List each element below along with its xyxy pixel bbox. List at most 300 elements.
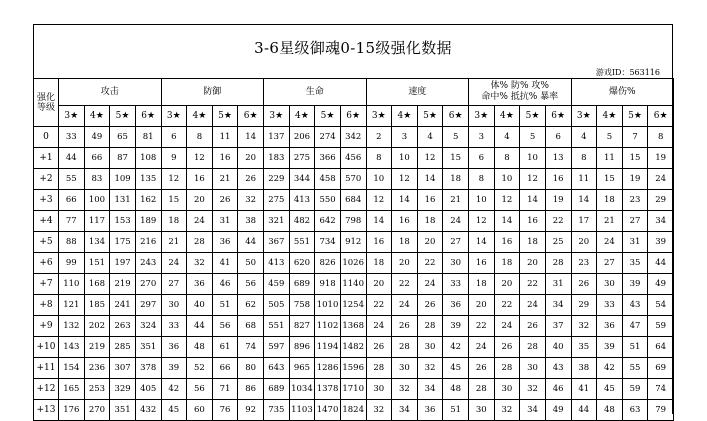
value-cell: 77 xyxy=(59,211,85,232)
value-cell: 32 xyxy=(392,379,418,400)
value-cell: 38 xyxy=(571,358,597,379)
value-cell: 63 xyxy=(622,400,648,421)
value-cell: 4 xyxy=(417,127,443,148)
value-cell: 20 xyxy=(469,295,495,316)
value-cell: 24 xyxy=(443,211,469,232)
value-cell: 30 xyxy=(520,358,546,379)
star-header-cell: 3★ xyxy=(59,106,85,127)
value-cell: 1482 xyxy=(340,337,366,358)
value-cell: 197 xyxy=(110,253,136,274)
value-cell: 26 xyxy=(571,274,597,295)
value-cell: 52 xyxy=(187,358,213,379)
value-cell: 86 xyxy=(238,379,264,400)
value-cell: 270 xyxy=(84,400,110,421)
sheet-title: 3-6星级御魂0-15级强化数据 xyxy=(254,39,452,57)
value-cell: 4 xyxy=(494,127,520,148)
value-cell: 1254 xyxy=(340,295,366,316)
value-cell: 5 xyxy=(443,127,469,148)
value-cell: 131 xyxy=(110,190,136,211)
value-cell: 74 xyxy=(238,337,264,358)
value-cell: 176 xyxy=(59,400,85,421)
value-cell: 11 xyxy=(571,169,597,190)
star-header-cell: 4★ xyxy=(597,106,623,127)
value-cell: 12 xyxy=(366,190,392,211)
value-cell: 42 xyxy=(161,379,187,400)
level-cell: +13 xyxy=(34,400,59,421)
value-cell: 735 xyxy=(264,400,290,421)
value-cell: 24 xyxy=(648,169,674,190)
value-cell: 24 xyxy=(417,274,443,295)
value-cell: 28 xyxy=(469,379,495,400)
value-cell: 14 xyxy=(238,127,264,148)
value-cell: 22 xyxy=(417,253,443,274)
value-cell: 229 xyxy=(264,169,290,190)
value-cell: 329 xyxy=(110,379,136,400)
level-cell: +2 xyxy=(34,169,59,190)
value-cell: 49 xyxy=(84,127,110,148)
value-cell: 620 xyxy=(289,253,315,274)
value-cell: 65 xyxy=(110,127,136,148)
value-cell: 18 xyxy=(392,232,418,253)
value-cell: 12 xyxy=(161,169,187,190)
value-cell: 14 xyxy=(494,211,520,232)
value-cell: 275 xyxy=(289,148,315,169)
value-cell: 168 xyxy=(84,274,110,295)
value-cell: 26 xyxy=(520,316,546,337)
value-cell: 18 xyxy=(469,274,495,295)
value-cell: 143 xyxy=(59,337,85,358)
value-cell: 344 xyxy=(289,169,315,190)
table-row xyxy=(34,190,674,211)
value-cell: 14 xyxy=(469,232,495,253)
value-cell: 43 xyxy=(545,358,571,379)
value-cell: 26 xyxy=(212,190,238,211)
value-cell: 20 xyxy=(187,190,213,211)
value-cell: 33 xyxy=(59,127,85,148)
value-cell: 26 xyxy=(392,316,418,337)
value-cell: 482 xyxy=(289,211,315,232)
value-cell: 253 xyxy=(84,379,110,400)
value-cell: 14 xyxy=(571,190,597,211)
group-header-attack: 攻击 xyxy=(59,79,162,106)
value-cell: 165 xyxy=(59,379,85,400)
value-cell: 46 xyxy=(545,379,571,400)
value-cell: 99 xyxy=(59,253,85,274)
value-cell: 297 xyxy=(135,295,161,316)
value-cell: 48 xyxy=(443,379,469,400)
star-header-row xyxy=(34,106,674,127)
value-cell: 14 xyxy=(520,190,546,211)
value-cell: 9 xyxy=(161,148,187,169)
percent-stats-line-2: 命中% 抵抗% 暴率 xyxy=(481,92,559,102)
game-id-label: 游戏ID：563116 xyxy=(595,68,660,77)
value-cell: 689 xyxy=(264,379,290,400)
value-cell: 61 xyxy=(212,337,238,358)
value-cell: 24 xyxy=(469,337,495,358)
value-cell: 505 xyxy=(264,295,290,316)
value-cell: 405 xyxy=(135,379,161,400)
value-cell: 51 xyxy=(212,295,238,316)
value-cell: 20 xyxy=(571,232,597,253)
value-cell: 121 xyxy=(59,295,85,316)
value-cell: 153 xyxy=(110,211,136,232)
value-cell: 36 xyxy=(161,337,187,358)
value-cell: 26 xyxy=(469,358,495,379)
value-cell: 34 xyxy=(392,400,418,421)
value-cell: 33 xyxy=(597,295,623,316)
value-cell: 24 xyxy=(597,232,623,253)
star-header-cell: 4★ xyxy=(289,106,315,127)
value-cell: 32 xyxy=(187,253,213,274)
value-cell: 10 xyxy=(392,148,418,169)
value-cell: 32 xyxy=(366,400,392,421)
group-header-row xyxy=(34,79,674,106)
value-cell: 351 xyxy=(135,337,161,358)
star-header-cell: 5★ xyxy=(520,106,546,127)
value-cell: 34 xyxy=(648,211,674,232)
value-cell: 21 xyxy=(212,169,238,190)
group-header-crit-damage: 爆伤% xyxy=(571,79,674,106)
value-cell: 42 xyxy=(597,358,623,379)
value-cell: 12 xyxy=(392,169,418,190)
value-cell: 50 xyxy=(238,253,264,274)
value-cell: 43 xyxy=(622,295,648,316)
value-cell: 19 xyxy=(622,169,648,190)
value-cell: 44 xyxy=(571,400,597,421)
value-cell: 36 xyxy=(417,400,443,421)
value-cell: 15 xyxy=(622,148,648,169)
value-cell: 45 xyxy=(161,400,187,421)
value-cell: 175 xyxy=(110,232,136,253)
value-cell: 30 xyxy=(392,358,418,379)
value-cell: 24 xyxy=(161,253,187,274)
value-cell: 1710 xyxy=(340,379,366,400)
value-cell: 39 xyxy=(161,358,187,379)
value-cell: 49 xyxy=(545,400,571,421)
value-cell: 826 xyxy=(315,253,341,274)
value-cell: 219 xyxy=(84,337,110,358)
level-header-line-1: 强化 xyxy=(36,92,55,103)
star-header-cell: 3★ xyxy=(571,106,597,127)
value-cell: 36 xyxy=(597,316,623,337)
value-cell: 459 xyxy=(264,274,290,295)
value-cell: 4 xyxy=(571,127,597,148)
value-cell: 28 xyxy=(187,232,213,253)
value-cell: 132 xyxy=(59,316,85,337)
star-header-cell: 4★ xyxy=(187,106,213,127)
value-cell: 216 xyxy=(135,232,161,253)
value-cell: 92 xyxy=(238,400,264,421)
value-cell: 1194 xyxy=(315,337,341,358)
value-cell: 274 xyxy=(315,127,341,148)
value-cell: 24 xyxy=(520,295,546,316)
table-row xyxy=(34,211,674,232)
value-cell: 551 xyxy=(289,232,315,253)
level-cell: +1 xyxy=(34,148,59,169)
value-cell: 1026 xyxy=(340,253,366,274)
value-cell: 37 xyxy=(545,316,571,337)
value-cell: 275 xyxy=(264,190,290,211)
value-cell: 51 xyxy=(443,400,469,421)
value-cell: 20 xyxy=(392,253,418,274)
value-cell: 49 xyxy=(648,274,674,295)
value-cell: 351 xyxy=(110,400,136,421)
value-cell: 35 xyxy=(622,253,648,274)
value-cell: 1034 xyxy=(289,379,315,400)
value-cell: 135 xyxy=(135,169,161,190)
value-cell: 22 xyxy=(545,211,571,232)
value-cell: 7 xyxy=(622,127,648,148)
star-header-cell: 5★ xyxy=(417,106,443,127)
level-cell: +8 xyxy=(34,295,59,316)
level-cell: +9 xyxy=(34,316,59,337)
value-cell: 965 xyxy=(289,358,315,379)
group-header-defense: 防御 xyxy=(161,79,264,106)
star-header-cell: 6★ xyxy=(340,106,366,127)
value-cell: 6 xyxy=(469,148,495,169)
value-cell: 20 xyxy=(417,232,443,253)
table-row xyxy=(34,127,674,148)
value-cell: 642 xyxy=(315,211,341,232)
value-cell: 16 xyxy=(187,169,213,190)
value-cell: 307 xyxy=(110,358,136,379)
value-cell: 134 xyxy=(84,232,110,253)
value-cell: 2 xyxy=(366,127,392,148)
level-cell: +6 xyxy=(34,253,59,274)
value-cell: 28 xyxy=(392,337,418,358)
value-cell: 378 xyxy=(135,358,161,379)
value-cell: 27 xyxy=(161,274,187,295)
value-cell: 34 xyxy=(545,295,571,316)
value-cell: 56 xyxy=(212,316,238,337)
value-cell: 12 xyxy=(520,169,546,190)
value-cell: 24 xyxy=(392,295,418,316)
value-cell: 20 xyxy=(238,148,264,169)
star-header-cell: 3★ xyxy=(469,106,495,127)
value-cell: 18 xyxy=(520,232,546,253)
level-header-line-2: 等级 xyxy=(36,102,55,113)
value-cell: 19 xyxy=(545,190,571,211)
value-cell: 62 xyxy=(238,295,264,316)
value-cell: 59 xyxy=(648,316,674,337)
value-cell: 18 xyxy=(443,169,469,190)
value-cell: 5 xyxy=(597,127,623,148)
value-cell: 44 xyxy=(238,232,264,253)
value-cell: 137 xyxy=(264,127,290,148)
value-cell: 16 xyxy=(417,190,443,211)
value-cell: 28 xyxy=(545,253,571,274)
value-cell: 45 xyxy=(597,379,623,400)
star-header-cell: 5★ xyxy=(212,106,238,127)
value-cell: 66 xyxy=(212,358,238,379)
value-cell: 6 xyxy=(161,127,187,148)
value-cell: 64 xyxy=(648,337,674,358)
value-cell: 22 xyxy=(392,274,418,295)
value-cell: 367 xyxy=(264,232,290,253)
value-cell: 16 xyxy=(366,232,392,253)
value-cell: 162 xyxy=(135,190,161,211)
value-cell: 21 xyxy=(597,211,623,232)
enhancement-table xyxy=(33,78,674,421)
value-cell: 44 xyxy=(187,316,213,337)
value-cell: 51 xyxy=(622,337,648,358)
value-cell: 758 xyxy=(289,295,315,316)
star-header-cell: 5★ xyxy=(315,106,341,127)
star-header-cell: 4★ xyxy=(84,106,110,127)
value-cell: 1470 xyxy=(315,400,341,421)
value-cell: 46 xyxy=(212,274,238,295)
star-header-cell: 3★ xyxy=(366,106,392,127)
value-cell: 18 xyxy=(597,190,623,211)
value-cell: 10 xyxy=(469,190,495,211)
value-cell: 20 xyxy=(366,274,392,295)
value-cell: 10 xyxy=(494,169,520,190)
value-cell: 38 xyxy=(238,211,264,232)
value-cell: 551 xyxy=(264,316,290,337)
value-cell: 154 xyxy=(59,358,85,379)
value-cell: 20 xyxy=(520,253,546,274)
value-cell: 270 xyxy=(135,274,161,295)
value-cell: 29 xyxy=(648,190,674,211)
value-cell: 20 xyxy=(494,274,520,295)
value-cell: 54 xyxy=(648,295,674,316)
value-cell: 48 xyxy=(187,337,213,358)
value-cell: 28 xyxy=(366,358,392,379)
value-cell: 41 xyxy=(571,379,597,400)
value-cell: 88 xyxy=(59,232,85,253)
value-cell: 39 xyxy=(648,232,674,253)
value-cell: 13 xyxy=(545,148,571,169)
value-cell: 28 xyxy=(417,316,443,337)
value-cell: 684 xyxy=(340,190,366,211)
value-cell: 32 xyxy=(520,379,546,400)
value-cell: 55 xyxy=(59,169,85,190)
value-cell: 8 xyxy=(366,148,392,169)
value-cell: 74 xyxy=(648,379,674,400)
value-cell: 456 xyxy=(340,148,366,169)
value-cell: 36 xyxy=(212,232,238,253)
value-cell: 30 xyxy=(443,253,469,274)
level-cell: 0 xyxy=(34,127,59,148)
value-cell: 30 xyxy=(417,337,443,358)
value-cell: 42 xyxy=(443,337,469,358)
value-cell: 19 xyxy=(648,148,674,169)
value-cell: 413 xyxy=(264,253,290,274)
value-cell: 33 xyxy=(443,274,469,295)
value-cell: 36 xyxy=(187,274,213,295)
value-cell: 24 xyxy=(366,316,392,337)
value-cell: 27 xyxy=(622,211,648,232)
star-header-cell: 6★ xyxy=(443,106,469,127)
value-cell: 12 xyxy=(469,211,495,232)
value-cell: 18 xyxy=(366,253,392,274)
value-cell: 151 xyxy=(84,253,110,274)
value-cell: 40 xyxy=(187,295,213,316)
value-cell: 12 xyxy=(494,190,520,211)
value-cell: 32 xyxy=(417,358,443,379)
value-cell: 18 xyxy=(417,211,443,232)
value-cell: 15 xyxy=(597,169,623,190)
value-cell: 324 xyxy=(135,316,161,337)
value-cell: 55 xyxy=(622,358,648,379)
value-cell: 45 xyxy=(443,358,469,379)
value-cell: 27 xyxy=(597,253,623,274)
group-header-hp: 生命 xyxy=(264,79,367,106)
value-cell: 27 xyxy=(443,232,469,253)
value-cell: 32 xyxy=(238,190,264,211)
value-cell: 342 xyxy=(340,127,366,148)
value-cell: 3 xyxy=(469,127,495,148)
value-cell: 32 xyxy=(571,316,597,337)
value-cell: 80 xyxy=(238,358,264,379)
value-cell: 26 xyxy=(238,169,264,190)
value-cell: 11 xyxy=(597,148,623,169)
value-cell: 219 xyxy=(110,274,136,295)
value-cell: 8 xyxy=(494,148,520,169)
value-cell: 24 xyxy=(187,211,213,232)
value-cell: 24 xyxy=(494,316,520,337)
value-cell: 5 xyxy=(520,127,546,148)
value-cell: 108 xyxy=(135,148,161,169)
value-cell: 22 xyxy=(494,295,520,316)
table-row xyxy=(34,379,674,400)
level-cell: +7 xyxy=(34,274,59,295)
enhancement-data-sheet xyxy=(33,24,673,414)
value-cell: 643 xyxy=(264,358,290,379)
table-row xyxy=(34,358,674,379)
value-cell: 117 xyxy=(84,211,110,232)
level-cell: +4 xyxy=(34,211,59,232)
value-cell: 1102 xyxy=(315,316,341,337)
value-cell: 1103 xyxy=(289,400,315,421)
value-cell: 8 xyxy=(648,127,674,148)
value-cell: 23 xyxy=(571,253,597,274)
level-cell: +5 xyxy=(34,232,59,253)
star-header-cell: 5★ xyxy=(622,106,648,127)
value-cell: 321 xyxy=(264,211,290,232)
value-cell: 39 xyxy=(597,337,623,358)
value-cell: 189 xyxy=(135,211,161,232)
value-cell: 83 xyxy=(84,169,110,190)
value-cell: 100 xyxy=(84,190,110,211)
value-cell: 16 xyxy=(392,211,418,232)
value-cell: 570 xyxy=(340,169,366,190)
value-cell: 14 xyxy=(417,169,443,190)
star-header-cell: 4★ xyxy=(392,106,418,127)
value-cell: 1140 xyxy=(340,274,366,295)
level-cell: +11 xyxy=(34,358,59,379)
star-header-cell: 5★ xyxy=(110,106,136,127)
value-cell: 66 xyxy=(59,190,85,211)
value-cell: 827 xyxy=(289,316,315,337)
value-cell: 17 xyxy=(571,211,597,232)
value-cell: 40 xyxy=(545,337,571,358)
value-cell: 597 xyxy=(264,337,290,358)
value-cell: 81 xyxy=(135,127,161,148)
value-cell: 39 xyxy=(443,316,469,337)
group-header-percent-stats xyxy=(469,79,572,106)
value-cell: 185 xyxy=(84,295,110,316)
value-cell: 918 xyxy=(315,274,341,295)
value-cell: 243 xyxy=(135,253,161,274)
value-cell: 76 xyxy=(212,400,238,421)
value-cell: 26 xyxy=(366,337,392,358)
value-cell: 79 xyxy=(648,400,674,421)
value-cell: 59 xyxy=(622,379,648,400)
value-cell: 110 xyxy=(59,274,85,295)
value-cell: 30 xyxy=(597,274,623,295)
value-cell: 69 xyxy=(648,358,674,379)
